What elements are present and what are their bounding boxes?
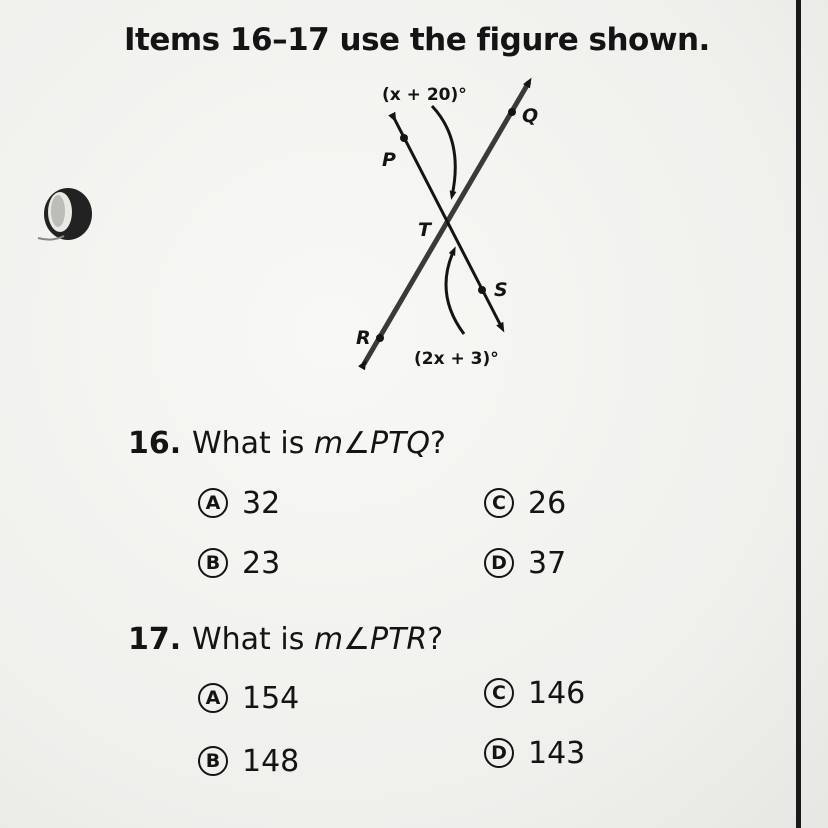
question-text [192, 622, 443, 657]
angle-bottom-label: (2x + 3)° [414, 349, 499, 369]
answer-bubble[interactable]: B [198, 746, 228, 776]
question-suffix: ? [430, 426, 446, 461]
question-number: 17. [128, 622, 182, 657]
angle-arc-top [432, 106, 455, 196]
intersecting-lines-figure [330, 70, 570, 380]
choice-a[interactable] [198, 678, 299, 718]
answer-bubble[interactable]: D [484, 548, 514, 578]
choice-c[interactable] [484, 483, 566, 523]
angle-arc-bottom [446, 250, 464, 334]
angle-measure: m∠PTR [313, 622, 428, 657]
choice-value: 154 [242, 680, 300, 716]
binder-hole-icon [34, 178, 98, 246]
choice-c[interactable] [484, 673, 585, 713]
point-p-label: P [382, 149, 396, 171]
choice-value: 148 [242, 743, 300, 779]
answer-bubble[interactable]: B [198, 548, 228, 578]
angle-measure: m∠PTQ [313, 426, 431, 461]
answer-bubble[interactable]: A [198, 683, 228, 713]
question-number: 16. [128, 426, 182, 461]
question-prefix: What is [192, 426, 314, 461]
point-r-dot [376, 334, 384, 342]
choice-value: 146 [528, 675, 586, 711]
choice-value: 32 [242, 485, 281, 521]
point-r-label: R [356, 327, 371, 349]
point-s-dot [478, 286, 486, 294]
angle-top-label: (x + 20)° [382, 85, 467, 105]
answer-bubble[interactable]: C [484, 488, 514, 518]
point-q-label: Q [522, 105, 539, 127]
choice-d[interactable] [484, 733, 585, 773]
point-p-dot [400, 134, 408, 142]
page-heading: Items 16–17 use the figure shown. [124, 22, 710, 58]
choice-value: 26 [528, 485, 567, 521]
question-prefix: What is [192, 622, 314, 657]
choice-d[interactable] [484, 543, 566, 583]
choice-value: 23 [242, 545, 281, 581]
choice-value: 37 [528, 545, 567, 581]
answer-bubble[interactable]: A [198, 488, 228, 518]
choice-value: 143 [528, 735, 586, 771]
point-s-label: S [494, 279, 508, 301]
choice-b[interactable] [198, 543, 280, 583]
page-border-line [796, 0, 801, 828]
question-suffix: ? [427, 622, 444, 657]
question-text [192, 426, 446, 461]
choice-a[interactable] [198, 483, 280, 523]
point-t-label: T [418, 219, 431, 241]
point-q-dot [508, 108, 516, 116]
answer-bubble[interactable]: C [484, 678, 514, 708]
choice-b[interactable] [198, 741, 299, 781]
answer-bubble[interactable]: D [484, 738, 514, 768]
